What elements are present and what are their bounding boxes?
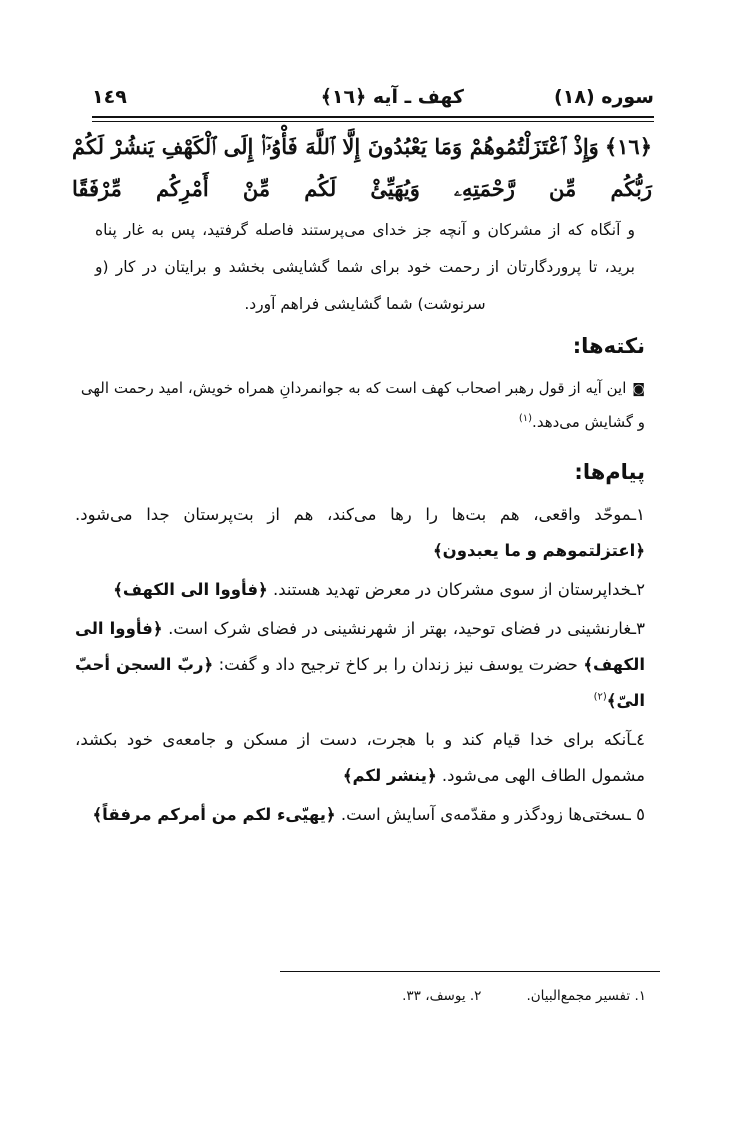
header-rule-thin <box>92 121 654 122</box>
quran-reference: ﴿ینشر لکم﴾ <box>342 766 437 785</box>
sura-label: سوره (١٨) <box>554 86 654 108</box>
quran-reference: ﴿فأووا الی الکهف﴾ <box>75 619 645 674</box>
verse-reference: کهف ـ آیه ﴿١٦﴾ <box>320 86 464 108</box>
message-text: غارنشینی در فضای توحید، بهتر از شهرنشینی در فضای شرک است. <box>168 619 632 638</box>
running-header <box>92 86 654 116</box>
footnote-marker: (١) <box>518 413 533 424</box>
footnote-1: ١. تفسیر مجمع‌البیان. <box>526 988 646 1004</box>
message-item <box>75 611 645 719</box>
messages-heading: پیام‌ها: <box>574 460 645 484</box>
square-bullet-icon: ◙ <box>632 382 645 397</box>
message-item <box>75 572 645 608</box>
message-number: ٢ـ <box>631 580 645 599</box>
footnote-marker: (٢) <box>593 691 607 703</box>
quran-verse <box>72 126 652 210</box>
verse-text: وَإِذْ ٱعْتَزَلْتُمُوهُمْ وَمَا يَعْبُدُونَ إِلَّا ٱللَّهَ فَأْوُۥٓا۟ إِلَى ٱلْكَهْفِ يَنشُرْ لَكُمْ رَبُّكُم مِّن رَّحْمَتِهِۦ وَيُهَيِّئْ لَكُم مِّنْ أَمْرِكُم مِّرْفَقًا <box>72 134 652 201</box>
quran-reference: ﴿یهیّیء لکم من أمرکم مرفقاً﴾ <box>92 805 336 824</box>
message-number: ٤ـ <box>631 730 645 749</box>
message-text-continued: حضرت یوسف نیز زندان را بر کاخ ترجیح داد و گفت: <box>218 655 578 674</box>
message-text: موحّد واقعی، هم بت‌ها را رها می‌کند، هم از بت‌پرستان جدا می‌شود. <box>75 505 632 524</box>
footnote-2: ٢. یوسف، ٣٣. <box>402 988 482 1004</box>
quran-reference: ﴿فأووا الی الکهف﴾ <box>113 580 268 599</box>
footnotes <box>357 988 646 1004</box>
page-number: ١٤٩ <box>92 86 127 108</box>
message-item <box>75 497 645 569</box>
quran-reference-secondary: ﴿ربّ السجن أحبّ الیّ﴾ <box>75 655 645 710</box>
notes-heading: نکته‌ها: <box>572 334 645 358</box>
message-text: خداپرستان از سوی مشرکان در معرض تهدید هستند. <box>272 580 632 599</box>
note-text: این آیه از قول رهبر اصحاب کهف است که به جوانمردانِ همراه خویش، امید رحمت الهی و گشایش می‌دهد. <box>80 379 645 431</box>
messages-list <box>75 497 645 836</box>
message-text: سختی‌ها زودگذر و مقدّمه‌ی آسایش است. <box>340 805 627 824</box>
message-number: ٣ـ <box>631 619 646 638</box>
message-item <box>75 797 645 833</box>
message-number: ٥ ـ <box>626 805 645 824</box>
quran-reference: ﴿اعتزلتموهم و ما یعبدون﴾ <box>433 541 645 560</box>
message-number: ١ـ <box>631 505 645 524</box>
verse-translation: و آنگاه که از مشرکان و آنچه جز خدای می‌پرستند فاصله گرفتید، پس به غار پناه برید، تا پروردگارتان از رحمت خود برای شما گشایشی بخشد و برایتان در کار (و سرنوشت) شما گشایشی فراهم آورد. <box>95 221 635 313</box>
header-rule <box>92 116 654 118</box>
footnote-rule <box>280 971 660 972</box>
note-item <box>80 372 645 438</box>
message-item <box>75 722 645 794</box>
message-text: آنکه برای خدا قیام کند و با هجرت، دست از مسکن و جامعه‌ی خود بکشد، مشمول الطاف الهی می‌شود. <box>75 730 645 785</box>
verse-number: ﴿١٦﴾ <box>604 134 652 159</box>
